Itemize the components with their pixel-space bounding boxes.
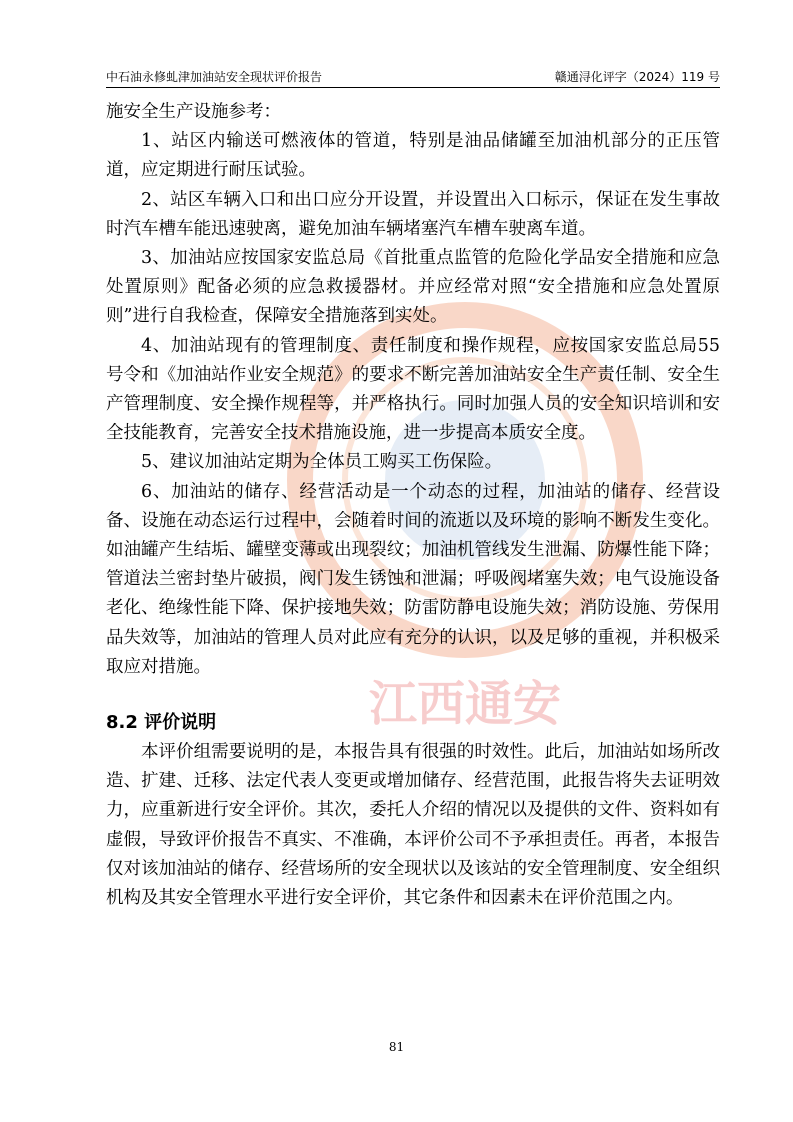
section-paragraph: 本评价组需要说明的是，本报告具有很强的时效性。此后，加油站如场所改造、扩建、迁移、法定代表人变更或增加储存、经营范围，此报告将失去证明效力，应重新进行安全评价。其次，委托人介绍的情况以及提供的文件、资料如有虚假，导致评价报告不真实、不准确，本评价公司不予承担责任。再者，本报告仅对该加油站的储存、经营场所的安全现状以及该站的安全管理制度、安全组织机构及其安全管理水平进行安全评价，其它条件和因素未在评价范围之内。 <box>106 742 720 909</box>
page-number: 81 <box>388 1040 405 1054</box>
header-divider <box>106 87 720 88</box>
header-report-number: 赣通浔化评字（2024）119 号 <box>554 70 720 84</box>
paragraph-item-6: 6、加油站的储存、经营活动是一个动态的过程，加油站的储存、经营设备、设施在动态运行过程中，会随着时间的流逝以及环境的影响不断发生变化。如油罐产生结垢、罐壁变薄或出现裂纹；加油机管线发生泄漏、防爆性能下降；管道法兰密封垫片破损，阀门发生锈蚀和泄漏；呼吸阀堵塞失效；电气设施设备老化、绝缘性能下降、保护接地失效；防雷防静电设施失效；消防设施、劳保用品失效等，加油站的管理人员对此应有充分的认识，以及足够的重视，并积极采取应对措施。 <box>106 481 720 677</box>
page-header <box>106 68 720 86</box>
paragraph-item-3: 3、加油站应按国家安监总局《首批重点监管的危险化学品安全措施和应急处置原则》配备必须的应急救援器材。并应经常对照“安全措施和应急处置原则”进行自我检查，保障安全措施落到实处。 <box>106 248 720 327</box>
paragraph-item-2: 2、站区车辆入口和出口应分开设置，并设置出入口标示，保证在发生事故时汽车槽车能迅速驶离，避免加油车辆堵塞汽车槽车驶离车道。 <box>106 189 720 239</box>
paragraph-item-5: 5、建议加油站定期为全体员工购买工伤保险。 <box>141 452 503 473</box>
header-report-title: 中石油永修虬津加油站安全现状评价报告 <box>106 70 323 84</box>
paragraph-item-4: 4、加油站现有的管理制度、责任制度和操作规程，应按国家安监总局55 号令和《加油站作业安全规范》的要求不断完善加油站安全生产责任制、安全生产管理制度、安全操作规程等，并严格执行。同时加强人员的安全知识培训和安全技能教育，完善安全技术措施设施，进一步提高本质安全度。 <box>106 335 720 444</box>
paragraph-item-1: 1、站区内输送可燃液体的管道，特别是油品储罐至加油机部分的正压管道，应定期进行耐压试验。 <box>106 131 720 181</box>
watermark-text: 江西通安 <box>368 676 562 732</box>
paragraph-intro: 施安全生产设施参考： <box>106 102 281 122</box>
document-body <box>106 98 720 913</box>
section-heading: 8.2 评价说明 <box>106 712 217 734</box>
